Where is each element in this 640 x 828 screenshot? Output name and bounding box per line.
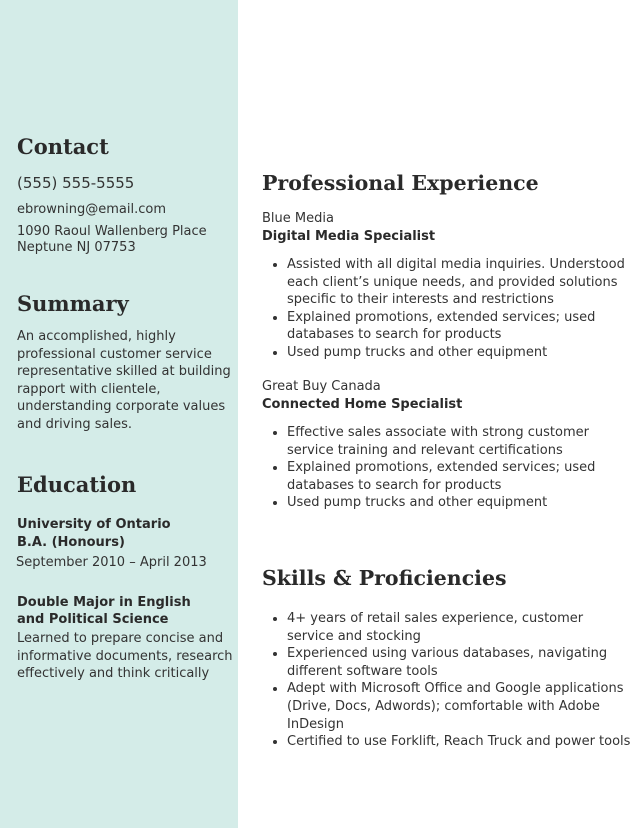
education-dates: September 2010 – April 2013: [16, 555, 207, 570]
contact-address-line2: Neptune NJ 07753: [17, 240, 136, 255]
list-item: • Used pump trucks and other equipment: [287, 344, 632, 362]
job-bullets: [268, 256, 632, 362]
education-major-line2: and Political Science: [17, 612, 169, 627]
list-item: • Assisted with all digital media inquiries. Understood each client’s unique needs, and provided solutions specific to their interests and restrictions: [287, 256, 632, 309]
education-description: [17, 630, 233, 683]
contact-address-line1: 1090 Raoul Wallenberg Place: [17, 224, 207, 239]
list-item: • Effective sales associate with strong customer service training and relevant certifications: [287, 424, 632, 459]
summary-heading: Summary: [17, 291, 129, 316]
job-bullets: [268, 424, 632, 512]
education-school: University of Ontario: [17, 517, 171, 532]
summary-line: rapport with clientele,: [17, 381, 161, 397]
job-title: Connected Home Specialist: [262, 397, 463, 412]
summary-line: An accomplished, highly: [17, 329, 176, 344]
list-item: • 4+ years of retail sales experience, customer service and stocking: [287, 610, 632, 645]
sidebar: [0, 0, 238, 828]
skills-heading: Skills & Proficiencies: [262, 566, 507, 590]
job-title: Digital Media Specialist: [262, 229, 436, 244]
list-item: • Explained promotions, extended services; used databases to search for products: [287, 459, 632, 494]
skills-bullets: [268, 610, 632, 751]
summary-line: professional customer service: [17, 346, 212, 362]
summary-line: representative skilled at building: [17, 364, 231, 380]
education-desc-line: informative documents, research: [17, 648, 233, 664]
main-content: [238, 0, 640, 828]
job-company: Blue Media: [262, 211, 334, 226]
summary-line: and driving sales.: [17, 416, 132, 432]
education-major-line1: Double Major in English: [17, 595, 191, 610]
experience-heading: Professional Experience: [262, 171, 539, 195]
summary-line: understanding corporate values: [17, 399, 226, 415]
summary-text: [17, 328, 231, 434]
contact-phone: (555) 555-5555: [17, 174, 135, 192]
list-item: • Explained promotions, extended services; used databases to search for products: [287, 309, 632, 344]
job-company: Great Buy Canada: [262, 379, 381, 394]
list-item: • Certified to use Forklift, Reach Truck and power tools: [287, 733, 632, 751]
contact-heading: Contact: [17, 134, 109, 159]
education-degree: B.A. (Honours): [17, 535, 125, 550]
list-item: • Used pump trucks and other equipment: [287, 494, 632, 512]
list-item: • Experienced using various databases, navigating different software tools: [287, 645, 632, 680]
education-heading: Education: [17, 472, 137, 497]
contact-email: ebrowning@email.com: [17, 202, 166, 217]
education-desc-line: Learned to prepare concise and: [17, 631, 224, 646]
education-desc-line: effectively and think critically: [17, 666, 210, 682]
list-item: • Adept with Microsoft Office and Google applications (Drive, Docs, Adwords); comfortable with Adobe InDesign: [287, 680, 632, 733]
